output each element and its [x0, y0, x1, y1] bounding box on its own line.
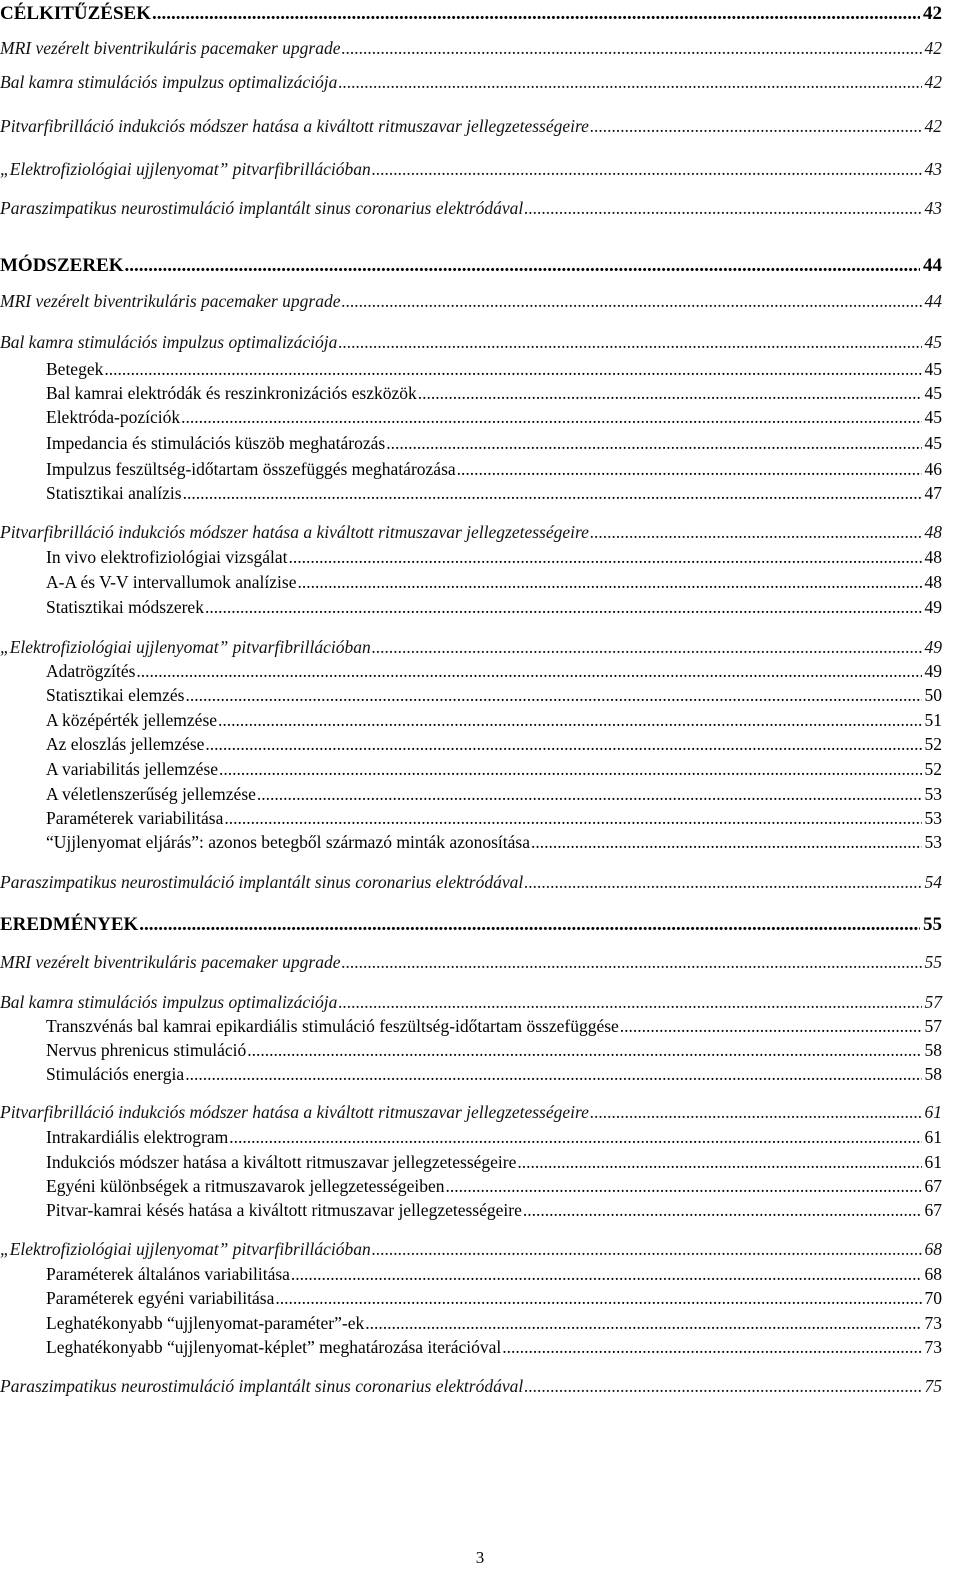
dot-leader	[445, 1178, 921, 1196]
toc-entry-page: 61	[924, 1102, 942, 1122]
toc-section	[0, 293, 942, 311]
dot-leader	[620, 1018, 922, 1036]
dot-leader	[517, 1154, 921, 1172]
toc-entry-page: 52	[924, 759, 942, 779]
toc-entry-title: Paraméterek variabilitása	[46, 808, 224, 828]
dot-leader	[338, 74, 921, 92]
toc-entry-title: A középérték jellemzése	[46, 710, 218, 730]
dot-leader	[342, 293, 922, 311]
dot-leader	[125, 256, 920, 275]
toc-entry-page: 57	[924, 992, 942, 1012]
dot-leader	[590, 118, 922, 136]
toc-entry-title: Bal kamra stimulációs impulzus optimalizációja	[0, 992, 338, 1012]
dot-leader	[229, 1129, 921, 1147]
toc-entry-title: A-A és V-V intervallumok analízise	[46, 572, 297, 592]
toc-subsection	[46, 1018, 942, 1036]
dot-leader	[205, 736, 921, 754]
dot-leader	[181, 409, 921, 427]
toc-entry-title: Adatrögzítés	[46, 661, 136, 681]
toc-entry-page: 68	[924, 1264, 942, 1284]
toc-entry-title: Elektróda-pozíciók	[46, 407, 181, 427]
toc-entry-title: Pitvarfibrilláció indukciós módszer hatása a kiváltott ritmuszavar jellegzetességeire	[0, 522, 589, 542]
dot-leader	[590, 1104, 922, 1122]
toc-subsection	[46, 1315, 942, 1333]
toc-entry-page: 48	[924, 547, 942, 567]
toc-subsection	[46, 435, 942, 453]
toc-entry-title: Impedancia és stimulációs küszöb meghatározás	[46, 433, 386, 453]
toc-section	[0, 1241, 942, 1259]
dot-leader	[275, 1290, 921, 1308]
dot-leader	[386, 435, 921, 453]
toc-subsection	[46, 1290, 942, 1308]
toc-entry-title: Bal kamra stimulációs impulzus optimalizációja	[0, 72, 338, 92]
toc-subsection	[46, 1178, 942, 1196]
dot-leader	[152, 4, 920, 23]
toc-entry-page: 48	[924, 572, 942, 592]
toc-subsection	[46, 736, 942, 754]
toc-entry-title: Stimulációs energia	[46, 1064, 185, 1084]
toc-subsection	[46, 599, 942, 617]
toc-subsection	[46, 485, 942, 503]
dot-leader	[224, 810, 921, 828]
toc-section	[0, 994, 942, 1012]
toc-entry-title: Pitvarfibrilláció indukciós módszer hatása a kiváltott ritmuszavar jellegzetességeire	[0, 1102, 589, 1122]
toc-subsection	[46, 663, 942, 681]
toc-entry-page: 67	[924, 1200, 942, 1220]
toc-subsection	[46, 409, 942, 427]
toc-entry-title: MÓDSZEREK	[0, 255, 124, 276]
dot-leader	[104, 361, 921, 379]
toc-entry-title: MRI vezérelt biventrikuláris pacemaker upgrade	[0, 291, 341, 311]
dot-leader	[338, 334, 921, 352]
dot-leader	[531, 834, 922, 852]
dot-leader	[297, 574, 921, 592]
toc-entry-title: Indukciós módszer hatása a kiváltott ritmuszavar jellegzetességeire	[46, 1152, 517, 1172]
toc-chapter	[0, 915, 942, 934]
toc-entry-title: Intrakardiális elektrogram	[46, 1127, 229, 1147]
toc-entry-page: 55	[923, 914, 942, 935]
toc-entry-title: „Elektrofiziológiai ujjlenyomat” pitvarfibrillációban	[0, 1239, 371, 1259]
toc-entry-page: 46	[924, 459, 942, 479]
toc-entry-page: 73	[924, 1337, 942, 1357]
toc-entry-page: 58	[924, 1040, 942, 1060]
toc-entry-page: 49	[924, 661, 942, 681]
dot-leader	[186, 687, 922, 705]
toc-entry-title: Bal kamra stimulációs impulzus optimalizációja	[0, 332, 338, 352]
toc-section	[0, 118, 942, 136]
dot-leader	[524, 200, 921, 218]
toc-entry-title: Pitvarfibrilláció indukciós módszer hatása a kiváltott ritmuszavar jellegzetességeire	[0, 116, 589, 136]
toc-subsection	[46, 712, 942, 730]
toc-subsection	[46, 1339, 942, 1357]
toc-entry-title: Paraszimpatikus neurostimuláció implantált sinus coronarius elektródával	[0, 1376, 524, 1396]
toc-entry-page: 61	[924, 1127, 942, 1147]
toc-entry-page: 57	[924, 1016, 942, 1036]
toc-entry-title: Paraszimpatikus neurostimuláció implantált sinus coronarius elektródával	[0, 872, 524, 892]
toc-entry-page: 53	[924, 832, 942, 852]
toc-entry-title: Leghatékonyabb “ujjlenyomat-paraméter”-ek	[46, 1313, 365, 1333]
toc-subsection	[46, 1266, 942, 1284]
dot-leader	[502, 1339, 921, 1357]
toc-subsection	[46, 810, 942, 828]
dot-leader	[289, 549, 922, 567]
toc-section	[0, 874, 942, 892]
toc-entry-page: 70	[924, 1288, 942, 1308]
toc-entry-page: 53	[924, 808, 942, 828]
toc-entry-title: Leghatékonyabb “ujjlenyomat-képlet” meghatározása iterációval	[46, 1337, 502, 1357]
toc-section	[0, 200, 942, 218]
toc-entry-page: 52	[924, 734, 942, 754]
toc-entry-title: In vivo elektrofiziológiai vizsgálat	[46, 547, 288, 567]
toc-entry-page: 75	[924, 1376, 942, 1396]
toc-entry-page: 44	[923, 255, 942, 276]
toc-entry-title: MRI vezérelt biventrikuláris pacemaker upgrade	[0, 38, 341, 58]
dot-leader	[372, 639, 922, 657]
toc-entry-page: 43	[924, 159, 942, 179]
dot-leader	[247, 1042, 921, 1060]
dot-leader	[136, 663, 921, 681]
toc-entry-title: Statisztikai elemzés	[46, 685, 185, 705]
toc-subsection	[46, 574, 942, 592]
toc-entry-page: 73	[924, 1313, 942, 1333]
toc-entry-page: 61	[924, 1152, 942, 1172]
dot-leader	[219, 761, 921, 779]
toc-entry-title: Paraszimpatikus neurostimuláció implantált sinus coronarius elektródával	[0, 198, 524, 218]
toc-entry-title: Pitvar-kamrai késés hatása a kiváltott ritmuszavar jellegzetességeire	[46, 1200, 522, 1220]
dot-leader	[342, 40, 922, 58]
toc-subsection	[46, 1129, 942, 1147]
toc-entry-page: 54	[924, 872, 942, 892]
page-number: 3	[475, 1548, 485, 1567]
toc-entry-title: Egyéni különbségek a ritmuszavarok jellegzetességeiben	[46, 1176, 445, 1196]
dot-leader	[139, 915, 920, 934]
toc-subsection	[46, 1202, 942, 1220]
dot-leader	[365, 1315, 921, 1333]
toc-subsection	[46, 1154, 942, 1172]
toc-entry-title: Bal kamrai elektródák és reszinkronizációs eszközök	[46, 383, 417, 403]
dot-leader	[291, 1266, 922, 1284]
toc-entry-title: Statisztikai analízis	[46, 483, 182, 503]
toc-entry-page: 49	[924, 597, 942, 617]
toc-subsection	[46, 461, 942, 479]
toc-section	[0, 161, 942, 179]
toc-entry-page: 42	[924, 72, 942, 92]
toc-subsection	[46, 834, 942, 852]
toc-subsection	[46, 385, 942, 403]
toc-entry-title: Impulzus feszültség-időtartam összefüggés meghatározása	[46, 459, 456, 479]
toc-entry-title: Nervus phrenicus stimuláció	[46, 1040, 247, 1060]
toc-section	[0, 74, 942, 92]
dot-leader	[457, 461, 922, 479]
toc-entry-page: 58	[924, 1064, 942, 1084]
toc-entry-page: 67	[924, 1176, 942, 1196]
toc-entry-page: 42	[924, 116, 942, 136]
toc-entry-title: A véletlenszerűség jellemzése	[46, 784, 256, 804]
dot-leader	[524, 1378, 921, 1396]
toc-entry-title: A variabilitás jellemzése	[46, 759, 219, 779]
toc-subsection	[46, 361, 942, 379]
dot-leader	[523, 1202, 922, 1220]
toc-section	[0, 40, 942, 58]
toc-entry-title: „Elektrofiziológiai ujjlenyomat” pitvarfibrillációban	[0, 159, 371, 179]
toc-entry-title: CÉLKITŰZÉSEK	[0, 3, 151, 24]
toc-entry-page: 49	[924, 637, 942, 657]
toc-chapter	[0, 4, 942, 23]
toc-entry-title: Statisztikai módszerek	[46, 597, 204, 617]
toc-entry-page: 50	[924, 685, 942, 705]
toc-entry-title: MRI vezérelt biventrikuláris pacemaker upgrade	[0, 952, 341, 972]
dot-leader	[372, 1241, 922, 1259]
toc-entry-page: 47	[924, 483, 942, 503]
dot-leader	[218, 712, 921, 730]
toc-section	[0, 954, 942, 972]
dot-leader	[590, 524, 922, 542]
toc-entry-page: 45	[924, 383, 942, 403]
toc-entry-title: EREDMÉNYEK	[0, 914, 139, 935]
dot-leader	[342, 954, 922, 972]
dot-leader	[257, 786, 922, 804]
toc-entry-page: 55	[924, 952, 942, 972]
toc-entry-page: 45	[924, 359, 942, 379]
toc-section	[0, 1104, 942, 1122]
toc-subsection	[46, 687, 942, 705]
toc-entry-page: 68	[924, 1239, 942, 1259]
toc-entry-page: 45	[924, 433, 942, 453]
toc-section	[0, 524, 942, 542]
toc-entry-page: 48	[924, 522, 942, 542]
toc-subsection	[46, 761, 942, 779]
toc-entry-page: 44	[924, 291, 942, 311]
dot-leader	[185, 1066, 921, 1084]
dot-leader	[524, 874, 921, 892]
toc-entry-page: 42	[923, 3, 942, 24]
dot-leader	[372, 161, 922, 179]
toc-entry-page: 43	[924, 198, 942, 218]
toc-section	[0, 334, 942, 352]
toc-subsection	[46, 786, 942, 804]
toc-subsection	[46, 549, 942, 567]
toc-entry-page: 42	[924, 38, 942, 58]
toc-subsection	[46, 1042, 942, 1060]
toc-entry-title: “Ujjlenyomat eljárás”: azonos betegből származó minták azonosítása	[46, 832, 530, 852]
toc-entry-title: Az eloszlás jellemzése	[46, 734, 205, 754]
toc-chapter	[0, 256, 942, 275]
toc-entry-title: Transzvénás bal kamrai epikardiális stimuláció feszültség-időtartam összefüggése	[46, 1016, 619, 1036]
toc-subsection	[46, 1066, 942, 1084]
toc-entry-title: „Elektrofiziológiai ujjlenyomat” pitvarfibrillációban	[0, 637, 371, 657]
dot-leader	[418, 385, 922, 403]
toc-entry-title: Betegek	[46, 359, 104, 379]
toc-entry-page: 45	[924, 332, 942, 352]
dot-leader	[183, 485, 922, 503]
toc-entry-title: Paraméterek egyéni variabilitása	[46, 1288, 275, 1308]
dot-leader	[338, 994, 921, 1012]
toc-entry-page: 53	[924, 784, 942, 804]
toc-entry-title: Paraméterek általános variabilitása	[46, 1264, 290, 1284]
toc-section	[0, 1378, 942, 1396]
toc-entry-page: 45	[924, 407, 942, 427]
toc-entry-page: 51	[924, 710, 942, 730]
toc-section	[0, 639, 942, 657]
dot-leader	[205, 599, 922, 617]
